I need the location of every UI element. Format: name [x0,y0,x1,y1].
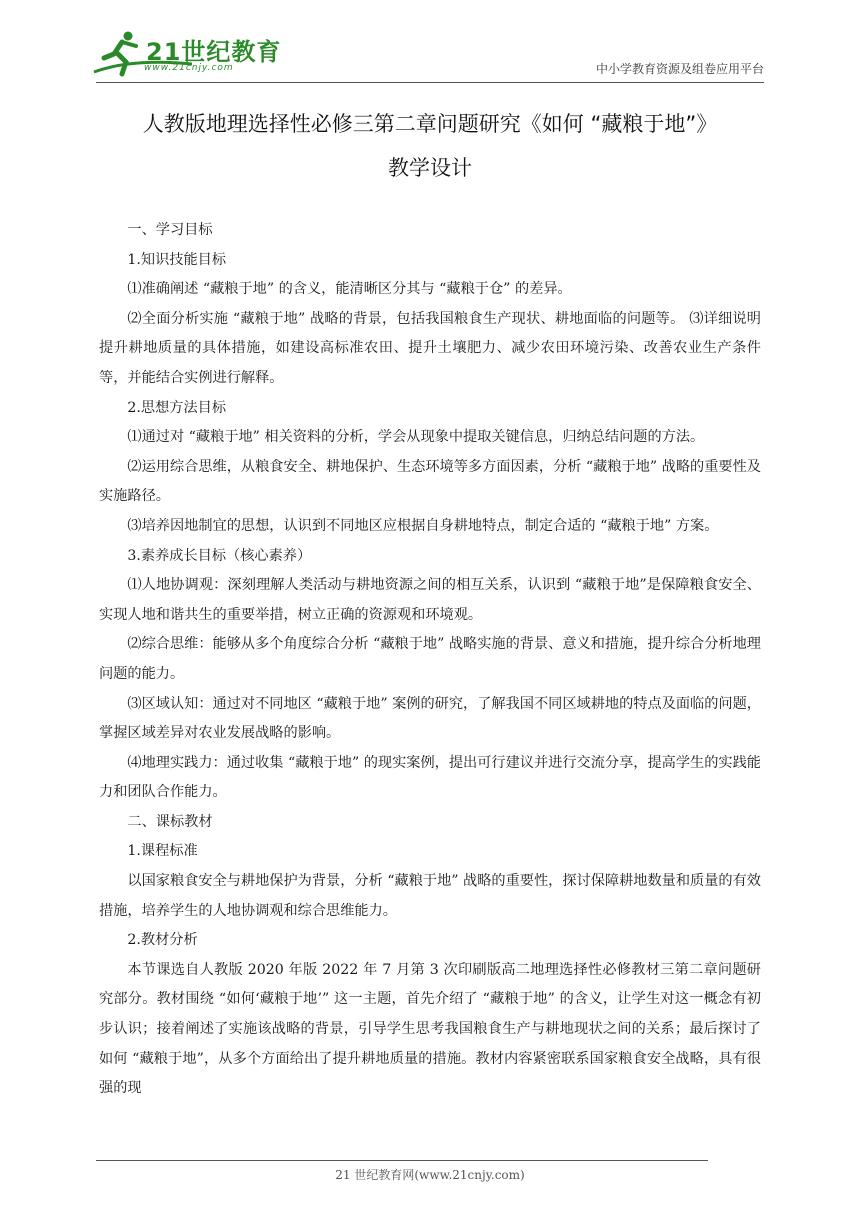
paragraph: 本节课选自人教版 2020 年版 2022 年 7 月第 3 次印刷版高二地理选择性必修教材三第二章问题研究部分。教材围绕 “如何‘藏粮于地’” 这一主题，首先介绍了 “藏粮于地” 的含义，让学生对这一概念有初步认识；接着阐述了实施该战略的背景，引导学生思考我国粮食生产与耕地现状之间的关系；最后探讨了如何 “藏粮于地”，从多个方面给出了提升耕地质量的措施。教材内容紧密联系国家粮食安全战略，具有很强的现 [99,961,761,1097]
page-title-line1: 人教版地理选择性必修三第二章问题研究《如何 “藏粮于地”》 [142,112,718,136]
paragraph: ⑵综合思维：能够从多个角度综合分析 “藏粮于地” 战略实施的背景、意义和措施，提升综合分析地理问题的能力。 [99,636,761,682]
document-body [99,216,761,1104]
paragraph: 2.思想方法目标 [127,399,227,416]
section-heading: 二、课标教材 [127,813,213,830]
paragraph: ⑵全面分析实施 “藏粮于地” 战略的背景，包括我国粮食生产现状、耕地面临的问题等。 ⑶详细说明提升耕地质量的具体措施，如建设高标准农田、提升土壤肥力、减少农田环境污染、改善农业生产条件等，并能结合实例进行解释。 [99,310,761,386]
paragraph: 2.教材分析 [127,932,198,949]
paragraph: ⑶培养因地制宜的思想，认识到不同地区应根据自身耕地特点，制定合适的 “藏粮于地” 方案。 [127,517,719,534]
paragraph: ⑴准确阐述 “藏粮于地” 的含义，能清晰区分其与 “藏粮于仓” 的差异。 [127,281,572,298]
header-platform-text: 中小学教育资源及组卷应用平台 [595,62,764,76]
header-divider [96,82,764,83]
paragraph: 1.课程标准 [127,843,198,860]
page-title-line2: 教学设计 [388,156,472,180]
logo-url: www.21cnjy.com [144,63,234,73]
footer-text: 21 世纪教育网(www.21cnjy.com) [335,1168,525,1182]
paragraph: ⑶区域认知：通过对不同地区 “藏粮于地” 案例的研究，了解我国不同区域耕地的特点及面临的问题，掌握区域差异对农业发展战略的影响。 [99,695,761,742]
paragraph: ⑵运用综合思维，从粮食安全、耕地保护、生态环境等多方面因素，分析 “藏粮于地” 战略的重要性及实施路径。 [99,458,761,505]
paragraph: 3.素养成长目标（核心素养） [127,547,312,564]
paragraph: ⑴通过对 “藏粮于地” 相关资料的分析，学会从现象中提取关键信息，归纳总结问题的方法。 [127,429,705,446]
paragraph: ⑷地理实践力：通过收集 “藏粮于地” 的现实案例，提出可行建议并进行交流分享，提高学生的实践能力和团队合作能力。 [99,754,761,801]
paragraph: 1.知识技能目标 [127,251,227,268]
paragraph: 以国家粮食安全与耕地保护为背景，分析 “藏粮于地” 战略的重要性，探讨保障耕地数量和质量的有效措施，培养学生的人地协调观和综合思维能力。 [99,873,761,919]
section-heading: 一、学习目标 [127,222,213,238]
paragraph: ⑴人地协调观：深刻理解人类活动与耕地资源之间的相互关系，认识到 “藏粮于地”是保障粮食安全、实现人地和谐共生的重要举措，树立正确的资源观和环境观。 [99,577,761,623]
page-header [0,0,860,90]
logo-text: 21世纪教育 [146,38,282,66]
footer-divider [96,1160,708,1161]
